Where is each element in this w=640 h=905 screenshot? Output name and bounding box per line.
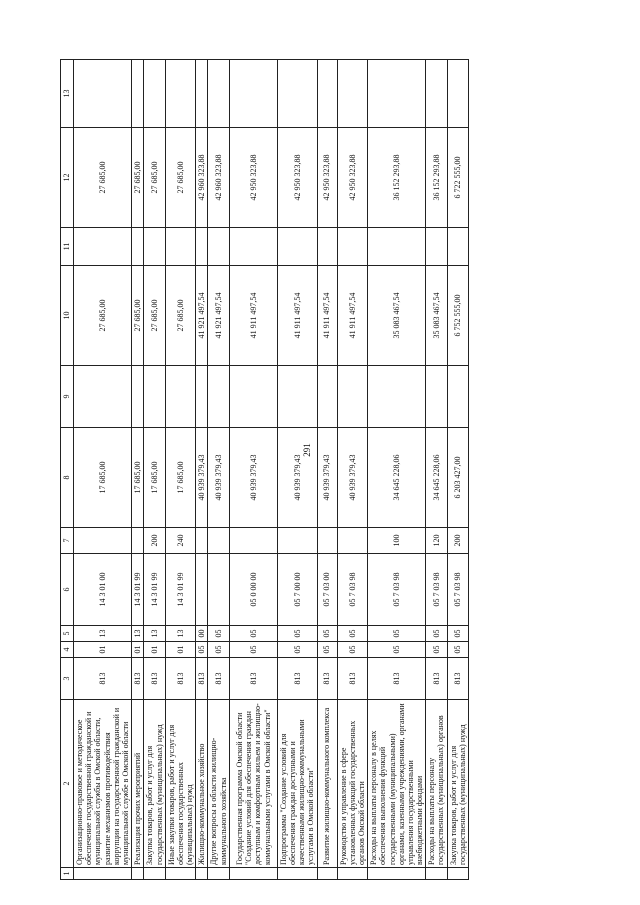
- col-header: 11: [61, 228, 74, 266]
- cell-c4: 05: [426, 642, 447, 658]
- cell-c6: 05 7 03 98: [426, 554, 447, 626]
- cell-c11: [132, 228, 144, 266]
- cell-c13: [229, 60, 277, 128]
- cell-c7: [337, 528, 368, 554]
- row-name-cell: Реализация прочих мероприятий: [132, 700, 144, 868]
- cell-c12: 42 950 323,88: [337, 128, 368, 228]
- cell-c6: 05 7 03 00: [317, 554, 337, 626]
- cell-c7: 200: [447, 528, 468, 554]
- cell-c6: 05 0 00 00: [229, 554, 277, 626]
- cell-c8: 34 645 228,06: [368, 428, 426, 528]
- row-name-cell: Развитие жилищно-коммунального комплекса: [317, 700, 337, 868]
- cell-c6: 05 7 03 98: [447, 554, 468, 626]
- cell-c11: [368, 228, 426, 266]
- cell-c5: 13: [132, 626, 144, 642]
- cell-c3: 813: [229, 658, 277, 700]
- cell-c4: 05: [447, 642, 468, 658]
- cell-c7: 240: [165, 528, 196, 554]
- cell-c5: 05: [277, 626, 317, 642]
- cell-c7: 200: [144, 528, 165, 554]
- cell-c8: 34 645 228,06: [426, 428, 447, 528]
- cell-c9: [208, 366, 229, 428]
- row-name-cell: Расходы на выплаты персоналу государственных (муниципальных) органов: [426, 700, 447, 868]
- col-header: 1: [61, 868, 74, 880]
- cell-c3: 813: [208, 658, 229, 700]
- cell-c6: 14 3 01 99: [144, 554, 165, 626]
- cell-c12: 36 152 293,88: [368, 128, 426, 228]
- cell-c9: [165, 366, 196, 428]
- cell-c7: [196, 528, 208, 554]
- cell-c11: [447, 228, 468, 266]
- header-row: [61, 60, 74, 880]
- cell-c13: [317, 60, 337, 128]
- cell-c8: 40 939 379,43: [208, 428, 229, 528]
- row-index-cell: [208, 868, 229, 880]
- row-name-cell: Подпрограмма "Создание условий для обеспечения граждан доступными и качественными жилищно-коммунальными услугами в Омской области": [277, 700, 317, 868]
- cell-c8: 6 203 427,00: [447, 428, 468, 528]
- col-header: 8: [61, 428, 74, 528]
- cell-c13: [74, 60, 132, 128]
- cell-c7: 100: [368, 528, 426, 554]
- cell-c4: 01: [165, 642, 196, 658]
- cell-c10: 41 911 497,54: [337, 266, 368, 366]
- cell-c11: [165, 228, 196, 266]
- cell-c4: 01: [132, 642, 144, 658]
- cell-c8: 40 939 379,43: [277, 428, 317, 528]
- cell-c3: 813: [447, 658, 468, 700]
- cell-c8: 40 939 379,43: [196, 428, 208, 528]
- col-header: 6: [61, 554, 74, 626]
- cell-c11: [426, 228, 447, 266]
- cell-c13: [196, 60, 208, 128]
- cell-c6: 14 3 01 00: [74, 554, 132, 626]
- cell-c8: 17 685,00: [144, 428, 165, 528]
- cell-c9: [368, 366, 426, 428]
- cell-c10: 27 685,00: [144, 266, 165, 366]
- cell-c9: [229, 366, 277, 428]
- row-index-cell: [277, 868, 317, 880]
- col-header: 13: [61, 60, 74, 128]
- cell-c12: 6 722 555,00: [447, 128, 468, 228]
- row-name-cell: Иные закупки товаров, работ и услуг для обеспечения государственных (муниципальных) нужд: [165, 700, 196, 868]
- cell-c5: 00: [196, 626, 208, 642]
- budget-table-rotated: [60, 60, 640, 880]
- cell-c5: 05: [208, 626, 229, 642]
- row-index-cell: [229, 868, 277, 880]
- cell-c5: 05: [368, 626, 426, 642]
- table-row: [447, 60, 468, 880]
- cell-c11: [277, 228, 317, 266]
- cell-c3: 813: [132, 658, 144, 700]
- row-index-cell: [447, 868, 468, 880]
- cell-c10: 27 685,00: [74, 266, 132, 366]
- cell-c8: 40 939 379,43: [229, 428, 277, 528]
- cell-c3: 813: [368, 658, 426, 700]
- cell-c13: [165, 60, 196, 128]
- table-row: [74, 60, 132, 880]
- table-body: [74, 60, 469, 880]
- table-row: [368, 60, 426, 880]
- cell-c8: 40 939 379,43: [337, 428, 368, 528]
- cell-c13: [277, 60, 317, 128]
- col-header: 5: [61, 626, 74, 642]
- cell-c5: 13: [74, 626, 132, 642]
- row-index-cell: [74, 868, 132, 880]
- row-name-cell: Жилищно-коммунальное хозяйство: [196, 700, 208, 868]
- row-index-cell: [317, 868, 337, 880]
- cell-c12: 42 950 323,88: [317, 128, 337, 228]
- cell-c4: 01: [144, 642, 165, 658]
- cell-c12: 42 960 323,88: [196, 128, 208, 228]
- cell-c9: [277, 366, 317, 428]
- table-row: [132, 60, 144, 880]
- cell-c9: [132, 366, 144, 428]
- cell-c11: [144, 228, 165, 266]
- cell-c6: 05 7 03 98: [337, 554, 368, 626]
- cell-c3: 813: [144, 658, 165, 700]
- cell-c7: 120: [426, 528, 447, 554]
- cell-c10: 41 921 497,54: [208, 266, 229, 366]
- cell-c9: [144, 366, 165, 428]
- cell-c4: 05: [196, 642, 208, 658]
- cell-c12: 42 960 323,88: [208, 128, 229, 228]
- table-row: [337, 60, 368, 880]
- row-index-cell: [132, 868, 144, 880]
- page-number: 291: [301, 443, 312, 457]
- row-index-cell: [196, 868, 208, 880]
- cell-c13: [447, 60, 468, 128]
- row-name-cell: Закупка товаров, работ и услуг для государственных (муниципальных) нужд: [447, 700, 468, 868]
- cell-c5: 13: [144, 626, 165, 642]
- cell-c9: [196, 366, 208, 428]
- cell-c10: 35 083 467,54: [426, 266, 447, 366]
- row-index-cell: [368, 868, 426, 880]
- row-name-cell: Государственная программа Омской области "Создание условий для обеспечения граждан доступным и комфортным жильем и жилищно-коммунальными услугами в Омской области": [229, 700, 277, 868]
- col-header: 10: [61, 266, 74, 366]
- cell-c12: 42 950 323,88: [229, 128, 277, 228]
- cell-c5: 05: [447, 626, 468, 642]
- table-row: [426, 60, 447, 880]
- cell-c4: 05: [317, 642, 337, 658]
- cell-c5: 13: [165, 626, 196, 642]
- row-name-cell: Руководство и управление в сфере установленных функций государственных органов Омской области: [337, 700, 368, 868]
- cell-c4: 05: [277, 642, 317, 658]
- cell-c12: 36 152 293,88: [426, 128, 447, 228]
- cell-c13: [132, 60, 144, 128]
- table-row: [165, 60, 196, 880]
- cell-c3: 813: [337, 658, 368, 700]
- cell-c10: 41 911 497,54: [317, 266, 337, 366]
- col-header: 7: [61, 528, 74, 554]
- cell-c6: 14 3 01 99: [132, 554, 144, 626]
- col-header: 3: [61, 658, 74, 700]
- col-header: 2: [61, 700, 74, 868]
- cell-c6: 05 7 00 00: [277, 554, 317, 626]
- cell-c8: 17 685,00: [165, 428, 196, 528]
- col-header: 12: [61, 128, 74, 228]
- cell-c11: [208, 228, 229, 266]
- row-index-cell: [426, 868, 447, 880]
- cell-c3: 813: [426, 658, 447, 700]
- cell-c9: [74, 366, 132, 428]
- cell-c12: 27 685,00: [74, 128, 132, 228]
- row-name-cell: Закупка товаров, работ и услуг для государственных (муниципальных) нужд: [144, 700, 165, 868]
- cell-c9: [426, 366, 447, 428]
- cell-c9: [337, 366, 368, 428]
- cell-c11: [74, 228, 132, 266]
- cell-c6: 05 7 03 98: [368, 554, 426, 626]
- row-name-cell: Другие вопросы в области жилищно-коммунального хозяйства: [208, 700, 229, 868]
- cell-c6: [196, 554, 208, 626]
- table-row: [208, 60, 229, 880]
- cell-c7: [229, 528, 277, 554]
- cell-c7: [74, 528, 132, 554]
- table-row: [317, 60, 337, 880]
- cell-c7: [317, 528, 337, 554]
- cell-c10: 35 083 467,54: [368, 266, 426, 366]
- cell-c12: 27 685,00: [165, 128, 196, 228]
- row-index-cell: [165, 868, 196, 880]
- cell-c10: 27 685,00: [132, 266, 144, 366]
- cell-c13: [426, 60, 447, 128]
- row-name-cell: Расходы на выплаты персоналу в целях обеспечения выполнения функций государственными (муниципальными) органами, казенными учреждениями, органами управления государственными внебюджетными фондами: [368, 700, 426, 868]
- cell-c12: 42 950 323,88: [277, 128, 317, 228]
- cell-c3: 813: [317, 658, 337, 700]
- cell-c3: 813: [196, 658, 208, 700]
- cell-c11: [196, 228, 208, 266]
- row-index-cell: [337, 868, 368, 880]
- cell-c8: 40 939 379,43: [317, 428, 337, 528]
- cell-c13: [208, 60, 229, 128]
- cell-c11: [229, 228, 277, 266]
- cell-c10: 41 911 497,54: [229, 266, 277, 366]
- cell-c9: [447, 366, 468, 428]
- col-header: 9: [61, 366, 74, 428]
- cell-c3: 813: [277, 658, 317, 700]
- col-header: 4: [61, 642, 74, 658]
- cell-c12: 27 685,00: [144, 128, 165, 228]
- table-row: [144, 60, 165, 880]
- budget-table: [60, 59, 469, 880]
- cell-c7: [277, 528, 317, 554]
- cell-c8: 17 685,00: [74, 428, 132, 528]
- cell-c7: [208, 528, 229, 554]
- cell-c5: 05: [337, 626, 368, 642]
- cell-c7: [132, 528, 144, 554]
- cell-c4: 01: [74, 642, 132, 658]
- cell-c9: [317, 366, 337, 428]
- table-row: [277, 60, 317, 880]
- cell-c13: [337, 60, 368, 128]
- cell-c10: 41 921 497,54: [196, 266, 208, 366]
- cell-c12: 27 685,00: [132, 128, 144, 228]
- cell-c10: 6 752 555,00: [447, 266, 468, 366]
- cell-c13: [144, 60, 165, 128]
- row-name-cell: Организационно-правовое и методическое обеспечение государственной гражданской и муниципальной службы в Омской области, развитие механизмов противодействия коррупции на государственной гражданской и муниципальной службе в Омской области: [74, 700, 132, 868]
- cell-c4: 05: [229, 642, 277, 658]
- row-index-cell: [144, 868, 165, 880]
- cell-c11: [337, 228, 368, 266]
- cell-c6: [208, 554, 229, 626]
- table-row: [196, 60, 208, 880]
- cell-c10: 41 911 497,54: [277, 266, 317, 366]
- cell-c3: 813: [74, 658, 132, 700]
- cell-c4: 05: [208, 642, 229, 658]
- cell-c4: 05: [368, 642, 426, 658]
- cell-c10: 27 685,00: [165, 266, 196, 366]
- cell-c5: 05: [229, 626, 277, 642]
- cell-c8: 17 685,00: [132, 428, 144, 528]
- table-row: [229, 60, 277, 880]
- cell-c4: 05: [337, 642, 368, 658]
- cell-c5: 05: [426, 626, 447, 642]
- cell-c3: 813: [165, 658, 196, 700]
- cell-c13: [368, 60, 426, 128]
- cell-c5: 05: [317, 626, 337, 642]
- cell-c6: 14 3 01 99: [165, 554, 196, 626]
- cell-c11: [317, 228, 337, 266]
